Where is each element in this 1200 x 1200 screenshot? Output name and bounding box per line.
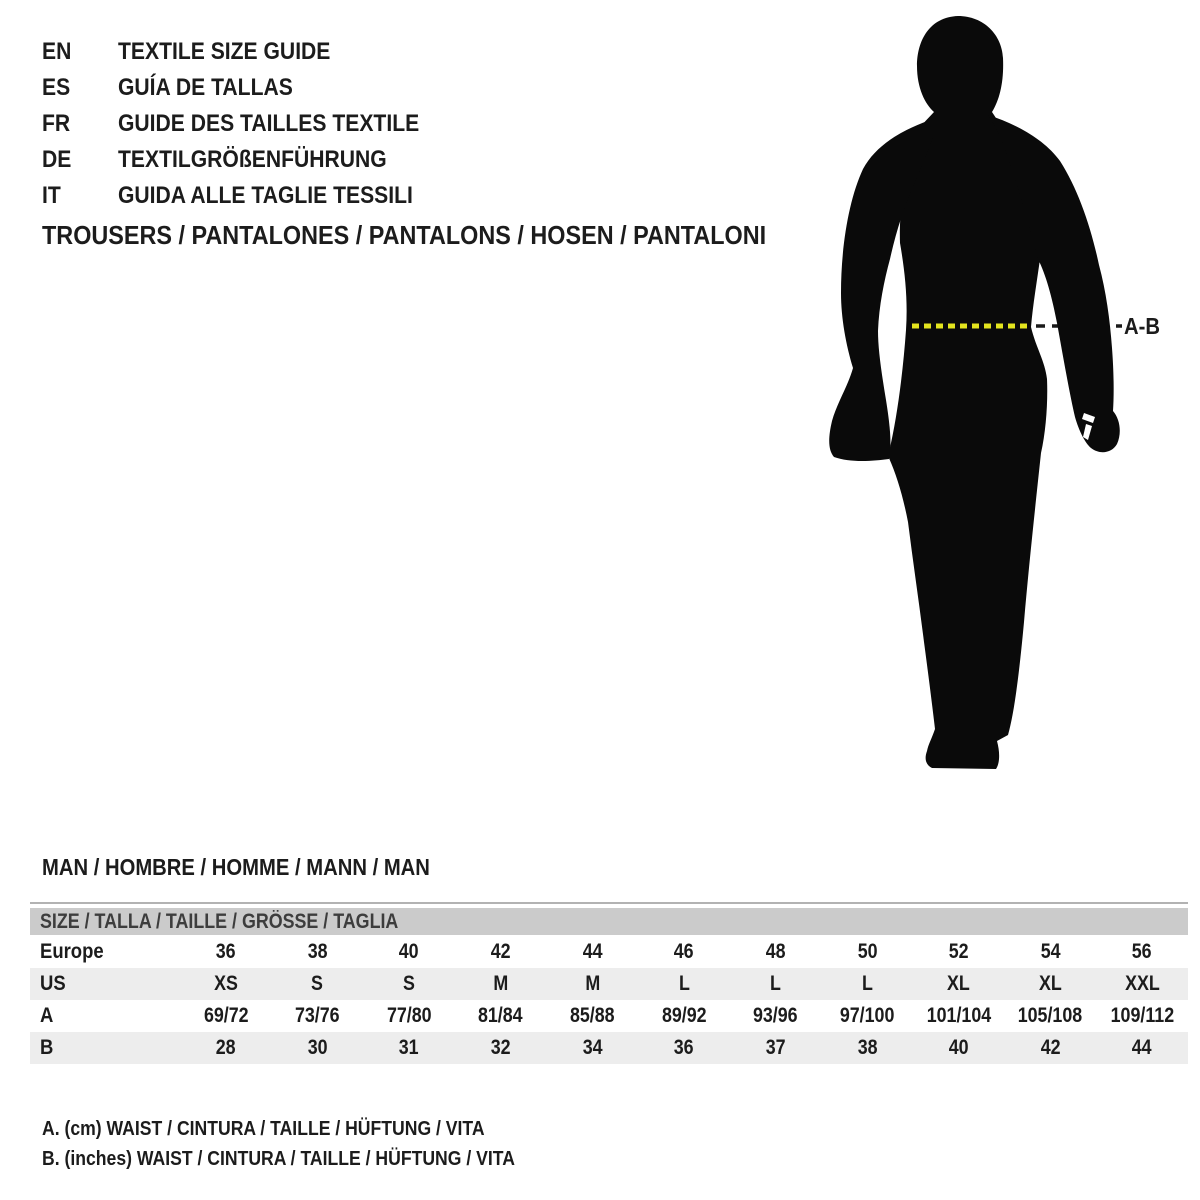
size-cell: 93/96 [753,1004,798,1027]
size-cell: L [770,972,782,995]
note-b: B. (inches) WAIST / CINTURA / TAILLE / HÜFTUNG / VITA [42,1148,515,1170]
size-cell: 48 [765,940,786,963]
size-cell: 37 [765,1036,786,1059]
size-cell: L [678,972,690,995]
man-silhouette [829,16,1120,769]
language-code: DE [42,146,72,173]
size-cell: 40 [399,940,419,963]
size-cell: 50 [857,940,878,963]
size-cell: 38 [307,940,328,963]
row-label: A [40,1004,54,1027]
note-a: A. (cm) WAIST / CINTURA / TAILLE / HÜFTUNG / VITA [42,1118,485,1140]
size-cell: 97/100 [839,1004,895,1027]
language-code: ES [42,74,71,101]
size-cell: XL [947,972,971,995]
size-cell: 52 [948,940,969,963]
size-cell: S [403,972,416,995]
size-cell: 69/72 [203,1004,249,1027]
size-cell: L [861,972,873,995]
row-label: US [40,972,66,995]
size-cell: 77/80 [386,1004,432,1027]
size-cell: 54 [1040,940,1061,963]
language-label: TEXTILGRÖßENFÜHRUNG [118,146,387,173]
size-cell: 32 [490,1036,511,1059]
size-cell: 109/112 [1110,1004,1174,1027]
size-cell: 105/108 [1018,1004,1083,1027]
size-cell: 85/88 [569,1004,615,1027]
language-code: IT [42,182,61,209]
language-label: GUIDA ALLE TAGLIE TESSILI [118,182,413,209]
size-cell: 44 [582,940,603,963]
size-cell: 38 [857,1036,878,1059]
size-cell: XXL [1124,972,1160,995]
size-cell: 81/84 [478,1004,524,1027]
size-table [30,902,1188,1064]
table-row [30,1032,1188,1064]
size-cell: XL [1039,972,1062,995]
size-cell: 42 [490,940,511,963]
section-title: MAN / HOMBRE / HOMME / MANN / MAN [42,854,430,880]
table-top-rule [30,902,1188,904]
size-table-header: SIZE / TALLA / TAILLE / GRÖSSE / TAGLIA [30,908,1188,935]
size-cell: 28 [215,1036,236,1059]
language-code: FR [42,110,71,137]
table-body [30,936,1188,1064]
row-label: Europe [40,940,104,963]
table-row [30,936,1188,968]
language-label: TEXTILE SIZE GUIDE [118,38,331,65]
size-cell: XS [213,972,238,995]
size-cell: 44 [1132,1036,1153,1059]
size-cell: 42 [1040,1036,1061,1059]
size-cell: 73/76 [295,1004,340,1027]
size-cell: 36 [215,940,236,963]
size-cell: 30 [307,1036,328,1059]
row-label: B [40,1036,54,1059]
size-cell: M [493,972,509,995]
measure-label: A-B [1124,313,1160,339]
table-row [30,1000,1188,1032]
size-table-grid [30,936,1188,1064]
size-cell: 31 [399,1036,419,1059]
size-cell: 34 [582,1036,603,1059]
size-cell: 36 [674,1036,694,1059]
size-cell: 56 [1132,940,1153,963]
language-code: EN [42,38,72,65]
category-title-text: TROUSERS / PANTALONES / PANTALONS / HOSEN / PANTALONI [42,220,767,250]
size-cell: 46 [674,940,694,963]
size-cell: 40 [948,1036,969,1059]
size-cell: 89/92 [661,1004,707,1027]
size-cell: 101/104 [926,1004,992,1027]
language-label: GUÍA DE TALLAS [118,74,293,101]
size-cell: S [311,972,324,995]
size-cell: M [584,972,600,995]
measure-notes [42,1114,579,1174]
language-label: GUIDE DES TAILLES TEXTILE [118,110,420,137]
table-row [30,968,1188,1000]
